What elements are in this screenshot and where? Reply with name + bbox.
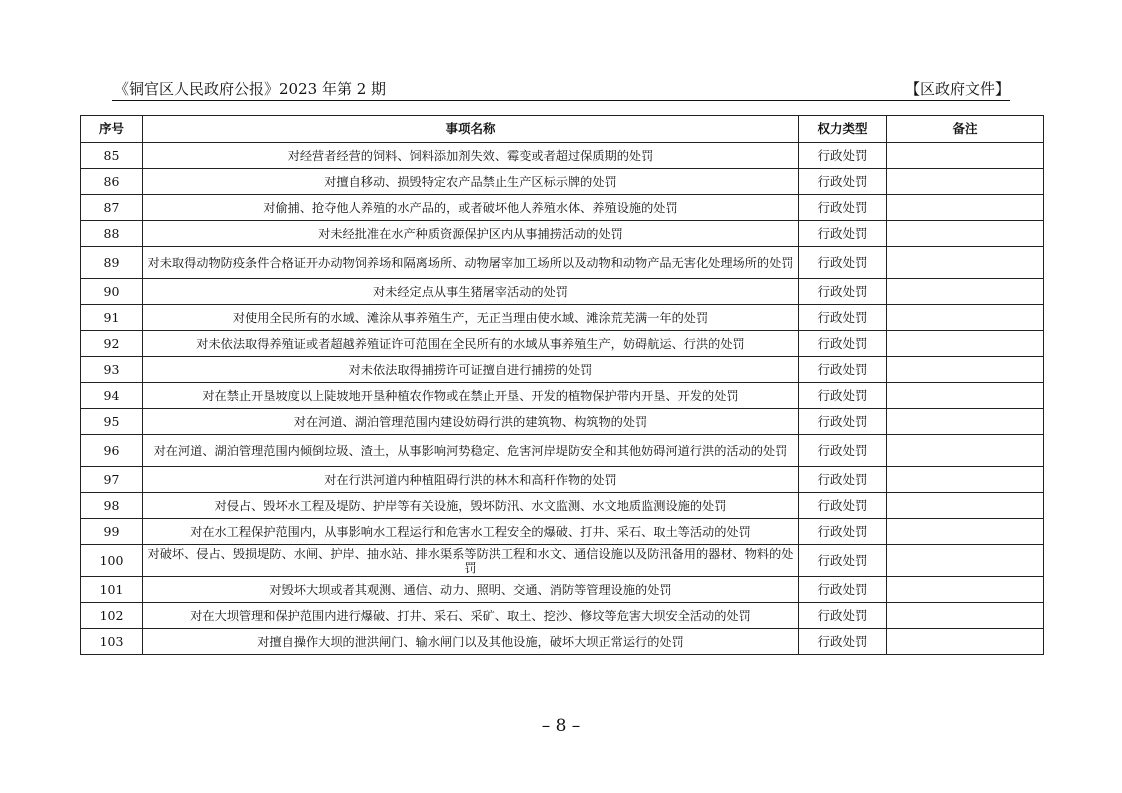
cell-power-type: 行政处罚 [799,247,887,279]
column-header-item-name: 事项名称 [143,116,799,143]
column-header-remarks: 备注 [887,116,1044,143]
cell-power-type: 行政处罚 [799,577,887,603]
table-row [81,305,1044,331]
cell-power-type: 行政处罚 [799,435,887,467]
cell-remarks [887,629,1044,655]
table-header [81,116,1044,143]
cell-number: 94 [81,383,143,409]
cell-number: 99 [81,519,143,545]
table-row [81,169,1044,195]
cell-remarks [887,493,1044,519]
table-row [81,603,1044,629]
cell-power-type: 行政处罚 [799,221,887,247]
cell-number: 95 [81,409,143,435]
cell-remarks [887,331,1044,357]
cell-item-name: 对未经定点从事生猪屠宰活动的处罚 [143,279,799,305]
cell-item-name: 对使用全民所有的水域、滩涂从事养殖生产，无正当理由使水域、滩涂荒芜满一年的处罚 [143,305,799,331]
table-row [81,195,1044,221]
table-row [81,493,1044,519]
cell-power-type: 行政处罚 [799,331,887,357]
cell-remarks [887,195,1044,221]
cell-item-name: 对在河道、湖泊管理范围内建设妨碍行洪的建筑物、构筑物的处罚 [143,409,799,435]
cell-item-name: 对在大坝管理和保护范围内进行爆破、打井、采石、采矿、取土、挖沙、修坟等危害大坝安全活动的处罚 [143,603,799,629]
cell-remarks [887,305,1044,331]
cell-power-type: 行政处罚 [799,305,887,331]
cell-number: 96 [81,435,143,467]
page-number: – 8 – [541,716,581,736]
cell-number: 85 [81,143,143,169]
cell-number: 93 [81,357,143,383]
cell-power-type: 行政处罚 [799,143,887,169]
cell-number: 88 [81,221,143,247]
cell-remarks [887,221,1044,247]
cell-number: 97 [81,467,143,493]
column-header-power-type: 权力类型 [799,116,887,143]
cell-item-name: 对在水工程保护范围内，从事影响水工程运行和危害水工程安全的爆破、打井、采石、取土等活动的处罚 [143,519,799,545]
cell-item-name: 对经营者经营的饲料、饲料添加剂失效、霉变或者超过保质期的处罚 [143,143,799,169]
cell-number: 91 [81,305,143,331]
cell-remarks [887,247,1044,279]
cell-item-name: 对偷捕、抢夺他人养殖的水产品的，或者破坏他人养殖水体、养殖设施的处罚 [143,195,799,221]
cell-item-name: 对未依法取得养殖证或者超越养殖证许可范围在全民所有的水域从事养殖生产，妨碍航运、行洪的处罚 [143,331,799,357]
cell-item-name: 对擅自移动、损毁特定农产品禁止生产区标示牌的处罚 [143,169,799,195]
cell-item-name: 对未依法取得捕捞许可证擅自进行捕捞的处罚 [143,357,799,383]
table-row [81,577,1044,603]
cell-number: 102 [81,603,143,629]
cell-remarks [887,169,1044,195]
cell-power-type: 行政处罚 [799,629,887,655]
table-row [81,221,1044,247]
table-row [81,409,1044,435]
cell-number: 92 [81,331,143,357]
table-row [81,435,1044,467]
table-row [81,519,1044,545]
table-header-row [81,116,1044,143]
column-header-number: 序号 [81,116,143,143]
cell-remarks [887,577,1044,603]
cell-remarks [887,519,1044,545]
cell-power-type: 行政处罚 [799,169,887,195]
cell-number: 86 [81,169,143,195]
table-row [81,357,1044,383]
cell-number: 101 [81,577,143,603]
cell-remarks [887,603,1044,629]
cell-item-name: 对未取得动物防疫条件合格证开办动物饲养场和隔离场所、动物屠宰加工场所以及动物和动物产品无害化处理场所的处罚 [143,247,799,279]
table-row [81,331,1044,357]
cell-item-name: 对未经批准在水产种质资源保护区内从事捕捞活动的处罚 [143,221,799,247]
table-body [81,143,1044,655]
table-row [81,247,1044,279]
cell-item-name: 对在行洪河道内种植阻碍行洪的林木和高秆作物的处罚 [143,467,799,493]
page-header [112,76,1010,101]
cell-remarks [887,545,1044,577]
cell-power-type: 行政处罚 [799,519,887,545]
cell-number: 100 [81,545,143,577]
cell-item-name: 对毁坏大坝或者其观测、通信、动力、照明、交通、消防等管理设施的处罚 [143,577,799,603]
cell-power-type: 行政处罚 [799,603,887,629]
cell-power-type: 行政处罚 [799,279,887,305]
section-label: 【区政府文件】 [904,80,1010,98]
items-table [80,115,1044,655]
table-row [81,629,1044,655]
cell-item-name: 对破坏、侵占、毁损堤防、水闸、护岸、抽水站、排水渠系等防洪工程和水文、通信设施以及防汛备用的器材、物料的处罚 [143,545,799,577]
cell-remarks [887,435,1044,467]
table-row [81,279,1044,305]
cell-power-type: 行政处罚 [799,467,887,493]
cell-power-type: 行政处罚 [799,545,887,577]
cell-number: 103 [81,629,143,655]
cell-power-type: 行政处罚 [799,383,887,409]
cell-item-name: 对侵占、毁坏水工程及堤防、护岸等有关设施，毁坏防汛、水文监测、水文地质监测设施的处罚 [143,493,799,519]
cell-remarks [887,143,1044,169]
cell-remarks [887,383,1044,409]
cell-power-type: 行政处罚 [799,409,887,435]
cell-remarks [887,357,1044,383]
cell-power-type: 行政处罚 [799,195,887,221]
cell-remarks [887,409,1044,435]
cell-remarks [887,467,1044,493]
cell-number: 90 [81,279,143,305]
table-row [81,383,1044,409]
table-row [81,467,1044,493]
cell-item-name: 对在河道、湖泊管理范围内倾倒垃圾、渣土，从事影响河势稳定、危害河岸堤防安全和其他妨碍河道行洪的活动的处罚 [143,435,799,467]
cell-item-name: 对擅自操作大坝的泄洪闸门、输水闸门以及其他设施，破坏大坝正常运行的处罚 [143,629,799,655]
publication-title: 《铜官区人民政府公报》2023 年第 2 期 [114,80,387,98]
cell-power-type: 行政处罚 [799,357,887,383]
cell-power-type: 行政处罚 [799,493,887,519]
table-row [81,143,1044,169]
table-row [81,545,1044,577]
cell-number: 89 [81,247,143,279]
cell-number: 98 [81,493,143,519]
cell-number: 87 [81,195,143,221]
cell-remarks [887,279,1044,305]
cell-item-name: 对在禁止开垦坡度以上陡坡地开垦种植农作物或在禁止开垦、开发的植物保护带内开垦、开发的处罚 [143,383,799,409]
